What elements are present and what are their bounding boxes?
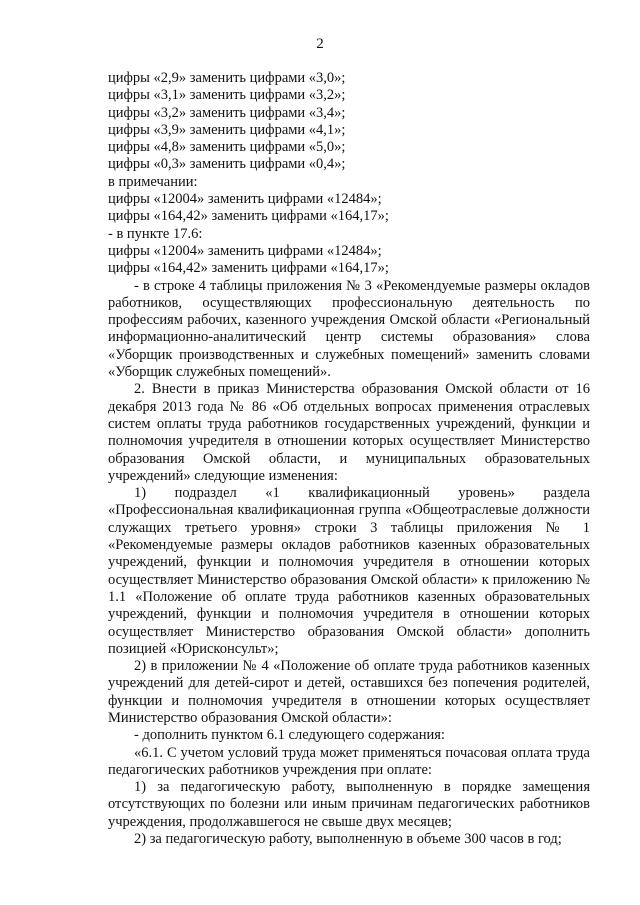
document-body bbox=[108, 70, 590, 848]
amendment-list bbox=[108, 70, 590, 278]
amendment-line: цифры «12004» заменить цифрами «12484»; bbox=[108, 191, 382, 208]
amendment-line: цифры «164,42» заменить цифрами «164,17»; bbox=[108, 208, 389, 225]
paragraph: - в строке 4 таблицы приложения № 3 «Рекомендуемые размеры окладов работников, осуществляющих профессиональную деятельность по профессиям рабочих, казенного учреждения Омской области «Региональный информационно-аналитический центр системы образования» слова «Уборщик производственных и служебных помещений» заменить словами «Уборщик служебных помещений». bbox=[108, 277, 590, 381]
amendment-line: цифры «4,8» заменить цифрами «5,0»; bbox=[108, 139, 346, 156]
paragraph: 1) за педагогическую работу, выполненную в порядке замещения отсутствующих по болезни или иным причинам педагогических работников учреждения, продолжавшегося не свыше двух месяцев; bbox=[108, 779, 590, 830]
amendment-line: цифры «0,3» заменить цифрами «0,4»; bbox=[108, 156, 346, 173]
page-number: 2 bbox=[316, 36, 324, 52]
amendment-line: цифры «2,9» заменить цифрами «3,0»; bbox=[108, 70, 346, 86]
amendment-line: - в пункте 17.6: bbox=[108, 225, 203, 242]
amendment-line: цифры «3,9» заменить цифрами «4,1»; bbox=[108, 121, 346, 138]
paragraph: 2. Внести в приказ Министерства образования Омской области от 16 декабря 2013 года № 86 «Об отдельных вопросах применения отраслевых систем оплаты труда работников государственных учреждений, функции и полномочия учредителя в отношении которых осуществляет Министерство образования Омской области, и муниципальных образовательных учреждений» следующие изменения: bbox=[108, 381, 590, 484]
paragraph: «6.1. С учетом условий труда может применяться почасовая оплата труда педагогических работников учреждения при оплате: bbox=[108, 744, 590, 778]
paragraph: 2) за педагогическую работу, выполненную в объеме 300 часов в год; bbox=[134, 831, 562, 848]
amendment-line: цифры «3,1» заменить цифрами «3,2»; bbox=[108, 87, 346, 104]
amendment-line: цифры «3,2» заменить цифрами «3,4»; bbox=[108, 104, 346, 121]
paragraph: 1) подраздел «1 квалификационный уровень» раздела «Профессиональная квалификационная группа «Общеотраслевые должности служащих третьего уровня» строки 3 таблицы приложения № 1 «Рекомендуемые размеры окладов работников казенных образовательных учреждений, функции и полномочия учредителя в отношении которых осуществляет Министерство образования Омской области» к приложению № 1.1 «Положение об оплате труда работников казенных образовательных учреждений, функции и полномочия учредителя в отношении которых осуществляет Министерство образования Омской области» дополнить позицией «Юрисконсульт»; bbox=[108, 485, 590, 657]
amendment-line: цифры «164,42» заменить цифрами «164,17»; bbox=[108, 260, 389, 277]
paragraph: 2) в приложении № 4 «Положение об оплате труда работников казенных учреждений для детей-сирот и детей, оставшихся без попечения родителей, функции и полномочия учредителя в отношении которых осуществляет Министерство образования Омской области»: bbox=[108, 658, 590, 726]
paragraph: - дополнить пунктом 6.1 следующего содержания: bbox=[134, 727, 445, 744]
amendment-line: в примечании: bbox=[108, 173, 198, 190]
amendment-line: цифры «12004» заменить цифрами «12484»; bbox=[108, 242, 382, 259]
